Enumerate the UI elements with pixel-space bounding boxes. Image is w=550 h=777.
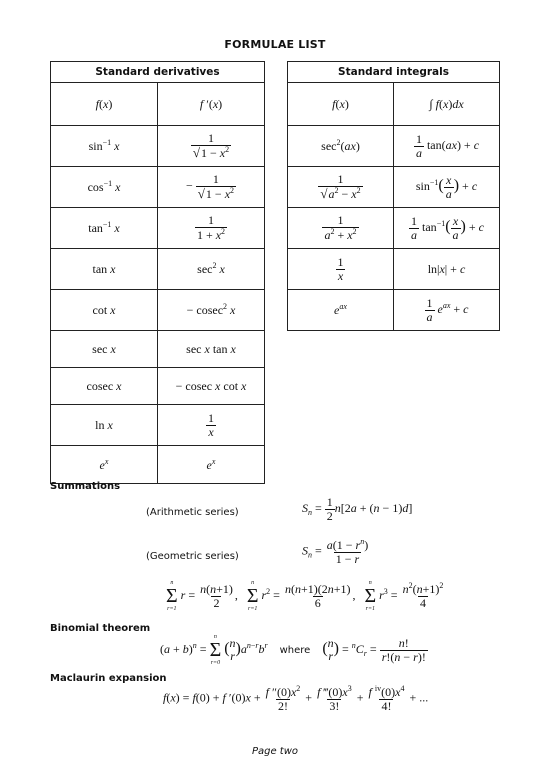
deriv-row-8-fp: $\frac{1}{x}$ [158, 405, 265, 446]
integral-row-3-f: $\frac{1}{a^2 + x^2}$ [288, 208, 394, 249]
maclaurin-formula: f(x) = f(0) + f ′(0)x + $\frac{f ''(0)x^2}{2!}$ + $\frac{f ‴(0)x^3}{3!}$ + $\frac{f ^{iv}(0)x^4}{4!}$ + ... [163, 684, 429, 713]
integral-row-1-f: $\sec^2(ax)$ [288, 126, 394, 167]
deriv-row-2-f: $\cos^{-1} x$ [51, 167, 158, 208]
deriv-row-3-f: $\tan^{-1} x$ [51, 208, 158, 249]
integral-row-2-int: $\sin^{-1}$( $\frac{x}{a}$ ) + c [394, 167, 500, 208]
integrals-col-f: f(x) [288, 83, 394, 126]
deriv-row-2-fp: − $\frac{1}{√1 - x^2}$ [158, 167, 265, 208]
deriv-row-7-fp: − cosec x cot x [158, 368, 265, 405]
integral-row-1-int: $\frac{1}{a}$ tan(ax) + c [394, 126, 500, 167]
page-title: FORMULAE LIST [224, 38, 326, 51]
integral-row-4-int: ln|x| + c [394, 249, 500, 290]
summations-heading: Summations [50, 481, 121, 492]
deriv-row-7-f: cosec x [51, 368, 158, 405]
deriv-row-6-fp: sec x tan x [158, 331, 265, 368]
arithmetic-series-formula: $S_n$ = $\frac{1}{2}$ n[2a + (n − 1)d] [302, 495, 413, 523]
page-footer: Page two [251, 746, 299, 757]
binomial-heading: Binomial theorem [50, 623, 151, 634]
deriv-row-9-fp: $e^x$ [158, 446, 265, 484]
maclaurin-heading: Maclaurin expansion [50, 673, 167, 684]
derivatives-heading: Standard derivatives [51, 62, 265, 83]
deriv-row-6-f: sec x [51, 331, 158, 368]
integral-row-5-int: $\frac{1}{a}$ $e^{ax} + c$ [394, 290, 500, 331]
deriv-row-8-f: ln x [51, 405, 158, 446]
integral-row-5-f: $e^{ax}$ [288, 290, 394, 331]
derivatives-col-f: f(x) [51, 83, 158, 126]
deriv-row-1-f: $\sin^{-1} x$ [51, 126, 158, 167]
integrals-col-int: ∫ f(x)dx [394, 83, 500, 126]
deriv-row-1-fp: $\frac{1}{√1 - x^2}$ [158, 126, 265, 167]
integral-row-3-int: $\frac{1}{a}$ $\tan^{-1}$( $\frac{x}{a}$ ) + c [394, 208, 500, 249]
binomial-formula: $(a + b)^n$ = n Σ r=0 ( n r )$a^{n-r}b^r$ where ( n r ) = $^nC_r$ = $\frac{n!}{r!(n - r)!}$ [160, 634, 426, 666]
geometric-label: (Geometric series) [146, 551, 239, 562]
integral-row-2-f: $\frac{1}{√a^2 - x^2}$ [288, 167, 394, 208]
deriv-row-5-f: cot x [51, 290, 158, 331]
integral-row-4-f: $\frac{1}{x}$ [288, 249, 394, 290]
where-label: where [279, 644, 311, 656]
derivatives-table [50, 61, 265, 484]
geometric-series-formula: $S_n$ = $\frac{a(1 - r^n)}{1 - r}$ [302, 537, 369, 566]
integrals-heading: Standard integrals [288, 62, 500, 83]
deriv-row-9-f: $e^x$ [51, 446, 158, 484]
power-sums-formula: n Σ r=1 r = $\frac{n(n+1)}{2}$ , n Σ r=1 $r^2$ = $\frac{n(n+1)(2n+1)}{6}$ , n Σ r=1 $r^3$ = $\frac{n^2(n+1)^2}{4}$ [166, 580, 444, 612]
deriv-row-4-f: tan x [51, 249, 158, 290]
arithmetic-label: (Arithmetic series) [146, 507, 239, 518]
deriv-row-3-fp: $\frac{1}{1 + x^2}$ [158, 208, 265, 249]
deriv-row-4-fp: $\sec^2 x$ [158, 249, 265, 290]
deriv-row-5-fp: − cosec$^2$ x [158, 290, 265, 331]
integrals-table [287, 61, 500, 331]
derivatives-col-fp: f ′(x) [158, 83, 265, 126]
